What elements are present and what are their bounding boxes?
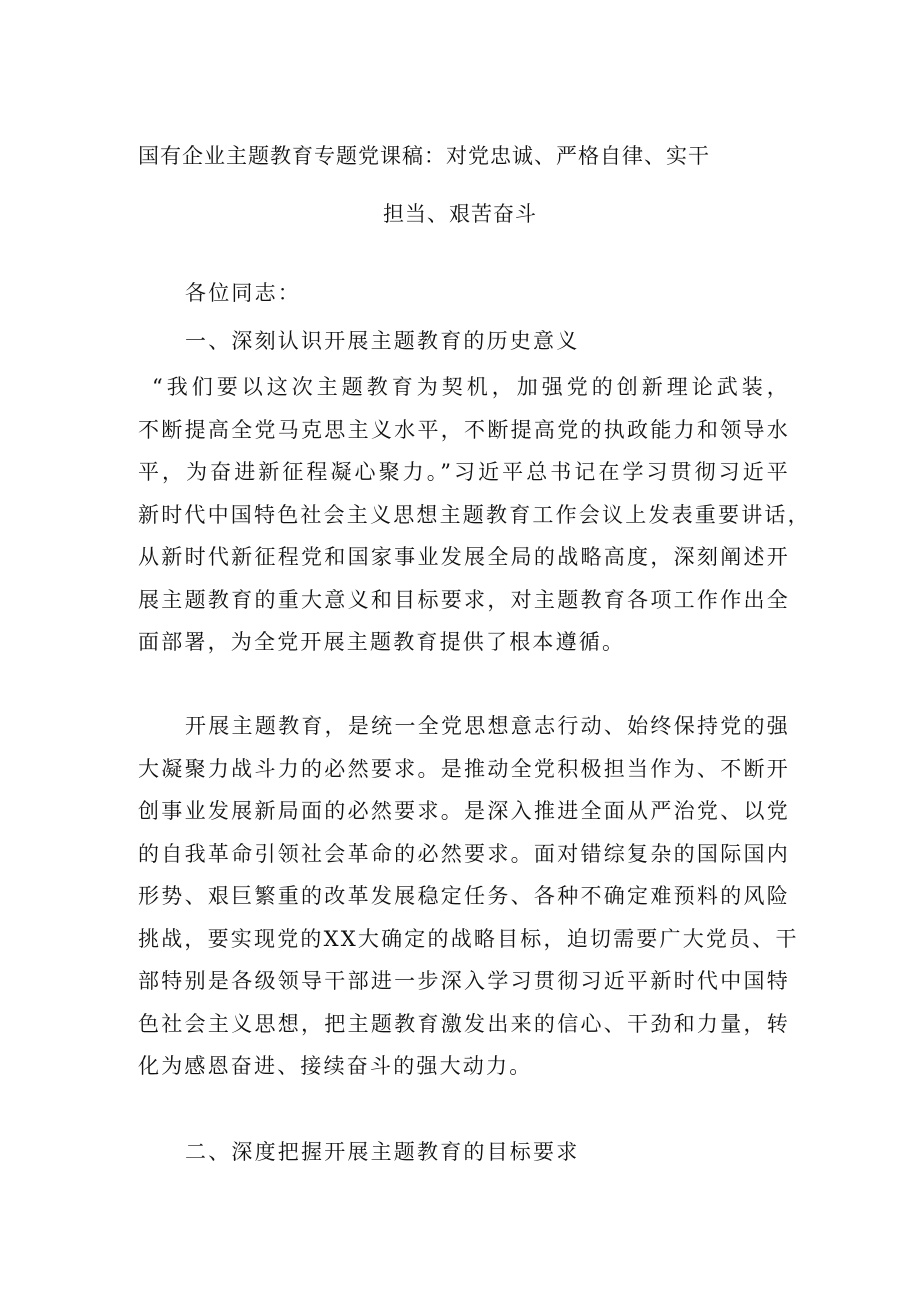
paragraph-2-line: 开展主题教育，是统一全党思想意志行动、始终保持党的强: [185, 714, 790, 738]
paragraph-1-line: 新时代中国特色社会主义思想主题教育工作会议上发表重要讲话，: [138, 502, 811, 527]
paragraph-1-line: 面部署，为全党开展主题教育提供了根本遵循。: [138, 630, 626, 654]
section-heading-1: 一、深刻认识开展主题教育的历史意义: [185, 329, 580, 353]
paragraph-1: [138, 366, 811, 664]
paragraph-2-line: 化为感恩奋进、接续奋斗的强大动力。: [138, 1054, 533, 1078]
paragraph-1-line: 不断提高全党马克思主义水平，不断提高党的执政能力和领导水: [138, 417, 790, 442]
paragraph-2-line: 形势、艰巨繁重的改革发展稳定任务、各种不确定难预料的风险: [138, 884, 790, 908]
paragraph-1-line: 平，为奋进新征程凝心聚力。”习近平总书记在学习贯彻习近平: [138, 460, 790, 484]
paragraph-1-line: “我们要以这次主题教育为契机，加强党的创新理论武装，: [152, 375, 790, 399]
paragraph-2-line: 的自我革命引领社会革命的必然要求。面对错综复杂的国际国内: [138, 841, 790, 866]
paragraph-1-line: 展主题教育的重大意义和目标要求，对主题教育各项工作作出全: [138, 587, 790, 612]
document-title-line-1: 国有企业主题教育专题党课稿：对党忠诚、严格自律、实干: [138, 144, 710, 168]
paragraph-2-line: 创事业发展新局面的必然要求。是深入推进全面从严治党、以党: [138, 799, 790, 823]
paragraph-2-line: 色社会主义思想，把主题教育激发出来的信心、干劲和力量，转: [138, 1011, 790, 1036]
document-title-line-2: 担当、艰苦奋斗: [383, 202, 537, 226]
paragraph-1-line: 从新时代新征程党和国家事业发展全局的战略高度，深刻阐述开: [138, 545, 790, 569]
greeting: 各位同志：: [185, 281, 301, 305]
paragraph-2-line: 部特别是各级领导干部进一步深入学习贯彻习近平新时代中国特: [138, 969, 790, 993]
section-heading-2: 二、深度把握开展主题教育的目标要求: [185, 1140, 580, 1164]
paragraph-2-line: 挑战，要实现党的XX大确定的战略目标，迫切需要广大党员、干: [138, 926, 799, 951]
paragraph-2: [138, 705, 799, 1088]
paragraph-2-line: 大凝聚力战斗力的必然要求。是推动全党积极担当作为、不断开: [138, 756, 790, 781]
